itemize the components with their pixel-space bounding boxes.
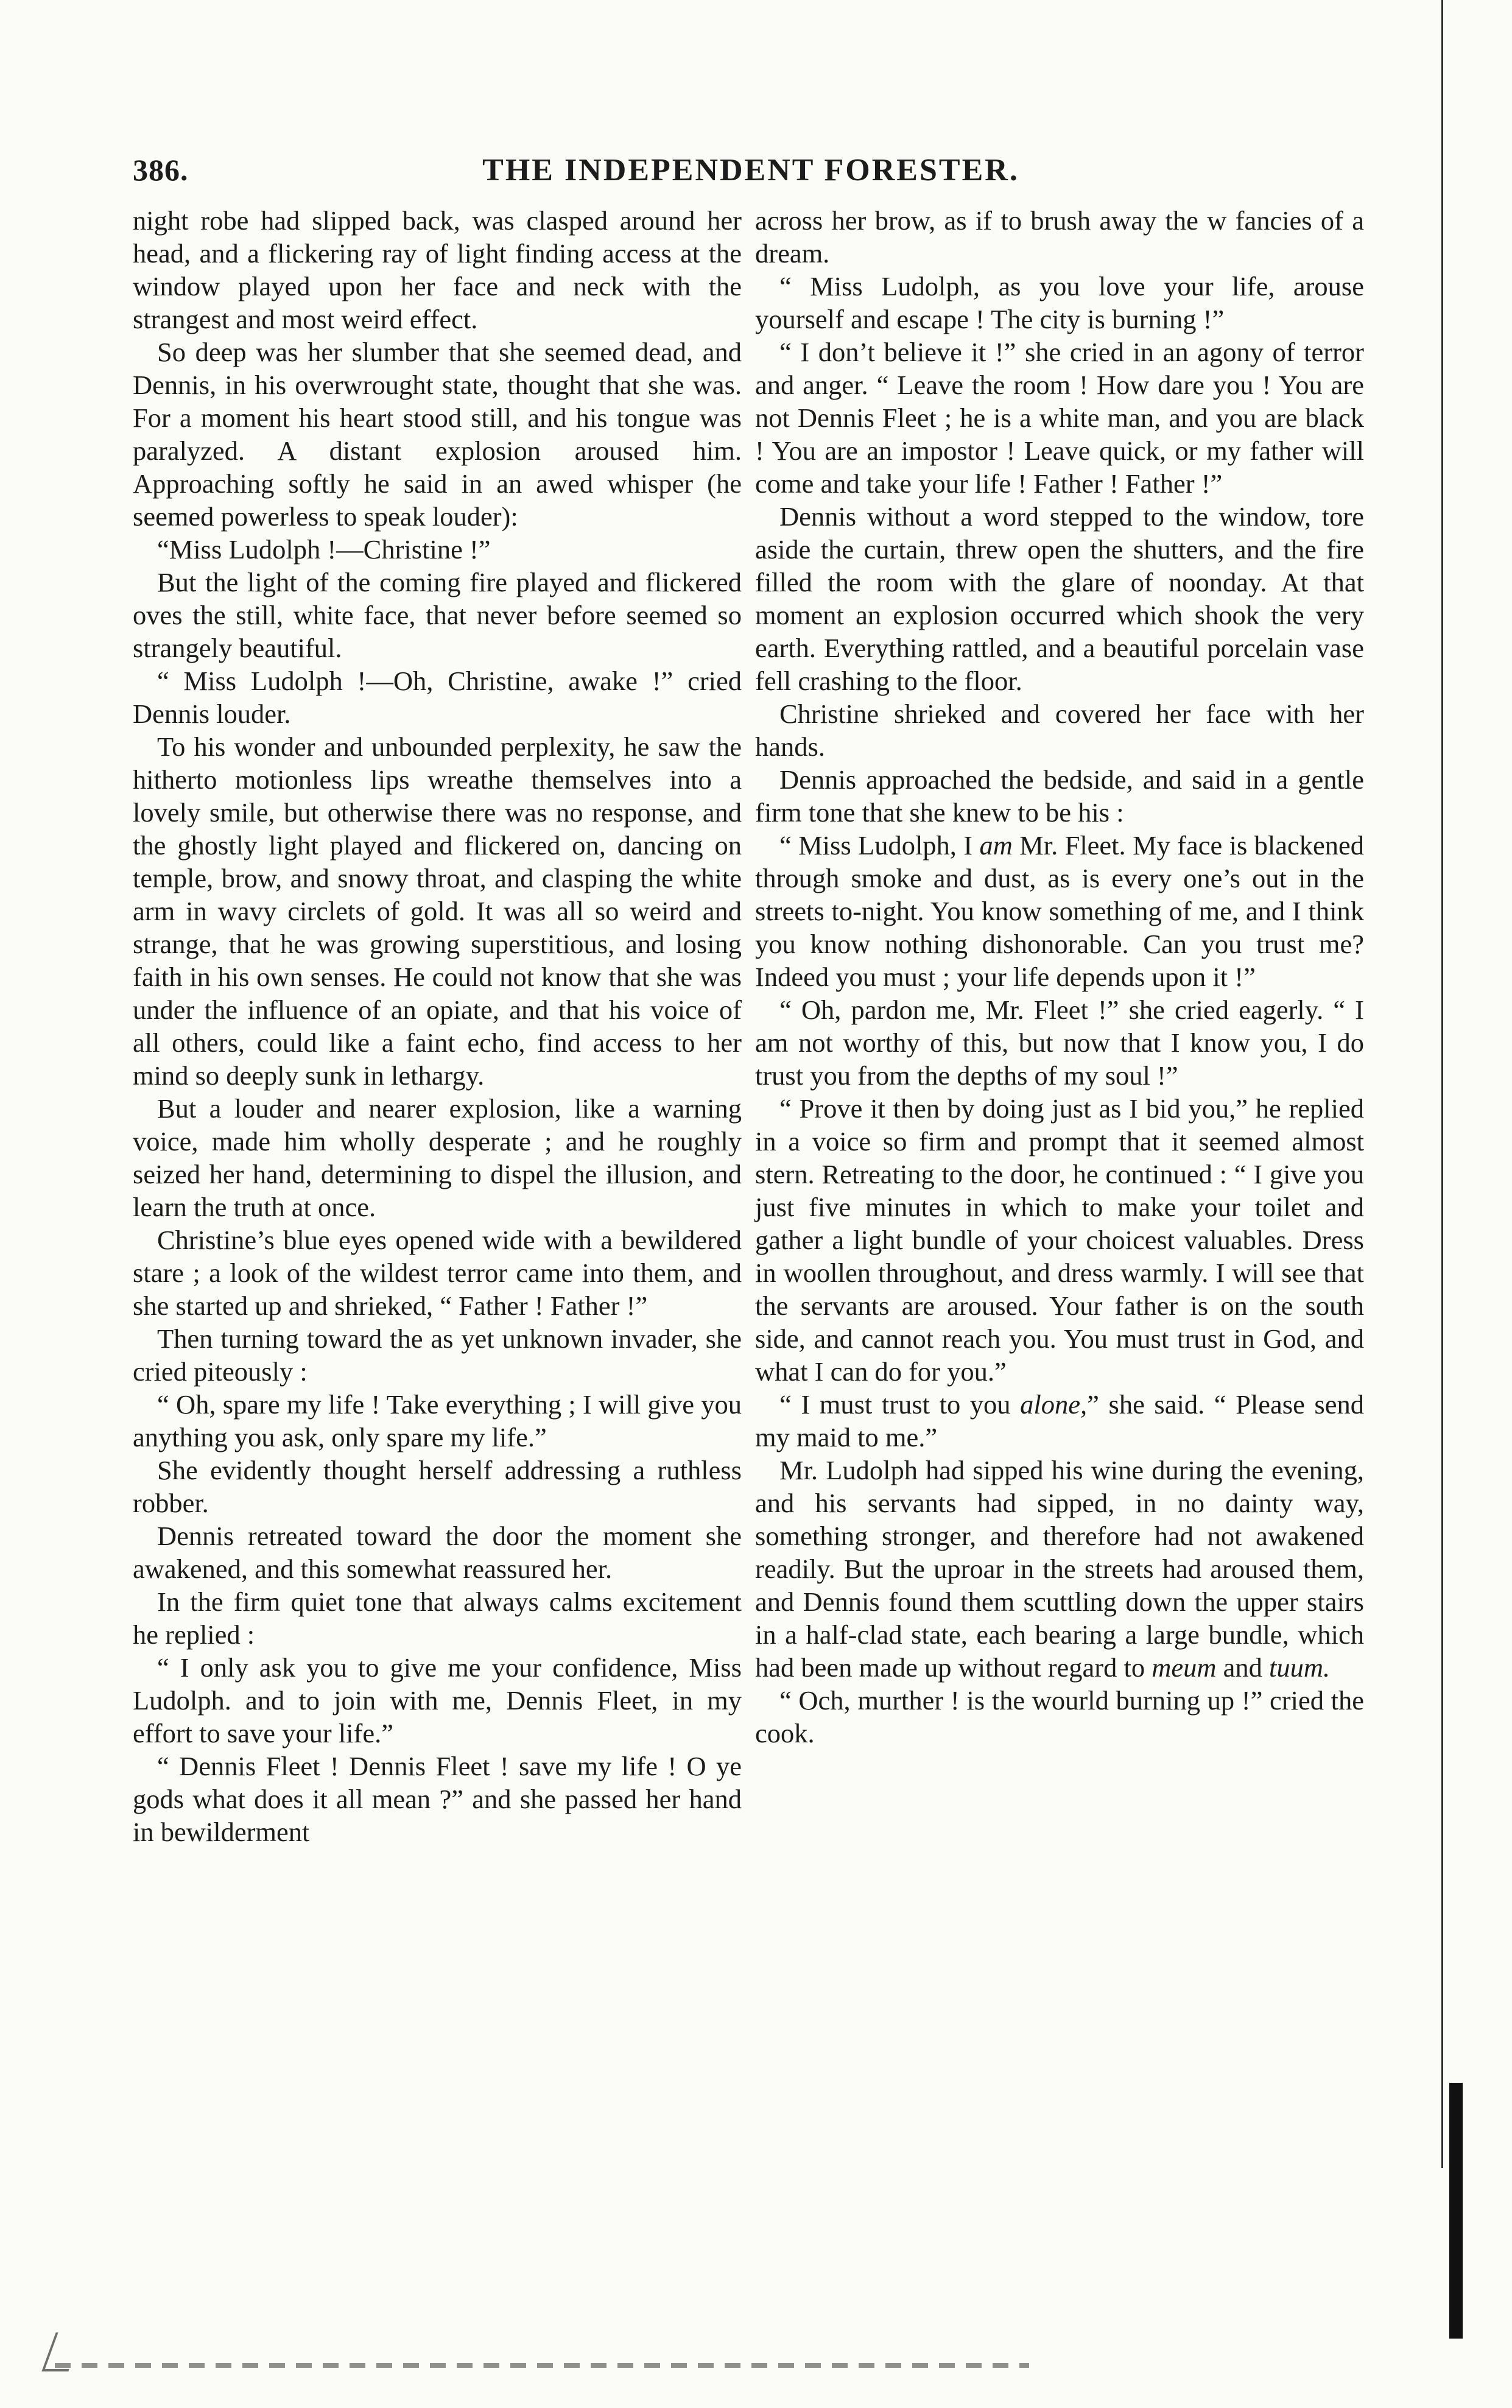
running-title: THE INDEPENDENT FORESTER. [482, 153, 1019, 188]
paragraph [755, 500, 1364, 697]
paragraph [755, 697, 1364, 763]
paragraph [133, 1454, 742, 1519]
paragraph-text: Christine’s blue eyes opened wide with a bewildered stare ; a look of the wildest terror came into them, and she started up and shrieked, “ Father ! Father !” [133, 1225, 742, 1321]
paragraph-text: Mr. Ludolph had sipped his wine during the evening, and his servants had sipped, in no dainty way, something stronger, and therefore had not awakened readily. But the uproar in the streets had aroused them, and Dennis found them scuttling down the upper stairs in a half-clad state, each bearing a large bundle, which had been made up without regard to [755, 1455, 1364, 1683]
paragraph-text: “ I only ask you to give me your confidence, Miss Ludolph. and to join with me, Dennis Fleet, in my effort to save your life.” [133, 1652, 742, 1748]
paragraph-text: and [1216, 1652, 1270, 1683]
paragraph [133, 1585, 742, 1651]
paragraph-text: She evidently thought herself addressing a ruthless robber. [133, 1455, 742, 1518]
paragraph [133, 1651, 742, 1750]
paragraph-text: across her brow, as if to brush away the w fancies of a dream. [755, 205, 1364, 269]
paragraph-text: Christine shrieked and covered her face with her hands. [755, 699, 1364, 762]
paragraph [755, 204, 1364, 270]
paragraph [133, 1388, 742, 1454]
paragraph [755, 993, 1364, 1092]
paragraph [133, 1092, 742, 1223]
paragraph-text: “ I don’t believe it !” she cried in an agony of terror and anger. “ Leave the room ! How dare you ! You are not Dennis Fleet ; he is a white man, and you are black ! You are an impostor ! Leave quick, or my father will come and take your life ! Father ! Father !” [755, 337, 1364, 499]
paragraph [755, 1684, 1364, 1750]
page-header [133, 152, 1369, 201]
paragraph [133, 1750, 742, 1848]
right-text-column [755, 204, 1364, 1750]
paragraph-text: But a louder and nearer explosion, like a warning voice, made him wholly desperate ; and he roughly seized her hand, determining to dispel the illusion, and learn the truth at once. [133, 1093, 742, 1222]
paragraph-text: To his wonder and unbounded perplexity, he saw the hitherto motionless lips wreathe themselves into a lovely smile, but otherwise there was no response, and the ghostly light played and flickered on, dancing on temple, brow, and snowy throat, and clasping the white arm in wavy circlets of gold. It was all so weird and strange, that he was growing superstitious, and losing faith in his own senses. He could not know that she was under the influence of an opiate, and that his voice of all others, could like a faint echo, find access to her mind so deeply sunk in lethargy. [133, 731, 742, 1091]
paragraph [133, 204, 742, 336]
paragraph-text: ” she said. “ Please send my maid to me.” [755, 1389, 1364, 1452]
left-text-column [133, 204, 742, 1848]
paragraph [133, 1519, 742, 1585]
italic-text: tuum. [1269, 1652, 1331, 1683]
paragraph [133, 566, 742, 664]
paragraph-text: “ Prove it then by doing just as I bid you,” he replied in a voice so firm and prompt that it seemed almost stern. Retreating to the door, he continued : “ I give you just five minutes in which to make your toilet and gather a light bundle of your choicest valuables. Dress in woollen throughout, and dress warmly. I will see that the servants are aroused. Your father is on the south side, and cannot reach you. You must trust in God, and what I can do for you.” [755, 1093, 1364, 1387]
paragraph [133, 1223, 742, 1322]
paragraph-text: But the light of the coming fire played and flickered oves the still, white face, that never before seemed so strangely beautiful. [133, 567, 742, 663]
page-number: 386. [133, 153, 189, 187]
paragraph-text: Dennis without a word stepped to the window, tore aside the curtain, threw open the shutters, and the fire filled the room with the glare of noonday. At that moment an explosion occurred which shook the very earth. Everything rattled, and a beautiful porcelain vase fell crashing to the floor. [755, 501, 1364, 696]
paragraph-text: “ Oh, pardon me, Mr. Fleet !” she cried eagerly. “ I am not worthy of this, but now that I know you, I do trust you from the depths of my soul !” [755, 995, 1364, 1091]
paragraph-text: “ I must trust to you [779, 1389, 1021, 1420]
paragraph [133, 336, 742, 533]
paragraph [133, 1322, 742, 1388]
scan-bottom-smudge [55, 2363, 1029, 2368]
paragraph-text: “ Oh, spare my life ! Take everything ; I will give you anything you ask, only spare my life.” [133, 1389, 742, 1452]
paragraph-text: “ Miss Ludolph, I [779, 830, 980, 861]
italic-text: meum [1152, 1652, 1217, 1683]
paragraph-text: “ Dennis Fleet ! Dennis Fleet ! save my life ! O ye gods what does it all mean ?” and she passed her hand in bewilderment [133, 1751, 742, 1847]
paragraph-text: Dennis approached the bedside, and said in a gentle firm tone that she knew to be his : [755, 764, 1364, 828]
paragraph [755, 763, 1364, 829]
page-edge-rule [1441, 0, 1443, 2168]
paragraph [755, 1388, 1364, 1454]
paragraph [133, 730, 742, 1092]
paragraph [755, 1454, 1364, 1684]
paragraph [133, 664, 742, 730]
paragraph-text: “ Miss Ludolph, as you love your life, arouse yourself and escape ! The city is burning !” [755, 271, 1364, 334]
paragraph-text: “ Miss Ludolph !—Oh, Christine, awake !” cried Dennis louder. [133, 666, 742, 729]
paragraph [755, 829, 1364, 993]
paragraph-text: Mr. Fleet. My face is blackened through smoke and dust, as is every one’s out in the streets to-night. You know something of me, and I think you know nothing dishonorable. Can you trust me? Indeed you must ; your life depends upon it !” [755, 830, 1364, 992]
paragraph [755, 270, 1364, 336]
paragraph-text: Dennis retreated toward the door the moment she awakened, and this somewhat reassured her. [133, 1521, 742, 1584]
paragraph-text: Then turning toward the as yet unknown invader, she cried piteously : [133, 1323, 742, 1387]
italic-text: alone, [1020, 1389, 1088, 1420]
page-edge-binding-mark [1449, 2083, 1463, 2339]
italic-text: am [979, 830, 1013, 861]
paragraph-text: “Miss Ludolph !—Christine !” [157, 534, 491, 565]
paragraph [133, 533, 742, 566]
paragraph-text: night robe had slipped back, was clasped around her head, and a flickering ray of light finding access at the window played upon her face and neck with the strangest and most weird effect. [133, 205, 742, 334]
paragraph-text: “ Och, murther ! is the wourld burning up !” cried the cook. [755, 1685, 1364, 1748]
paragraph-text: So deep was her slumber that she seemed dead, and Dennis, in his overwrought state, thought that she was. For a moment his heart stood still, and his tongue was paralyzed. A distant explosion aroused him. Approaching softly he said in an awed whisper (he seemed powerless to speak louder): [133, 337, 742, 532]
paragraph [755, 336, 1364, 500]
paragraph [755, 1092, 1364, 1388]
paragraph-text: In the firm quiet tone that always calms excitement he replied : [133, 1586, 742, 1650]
